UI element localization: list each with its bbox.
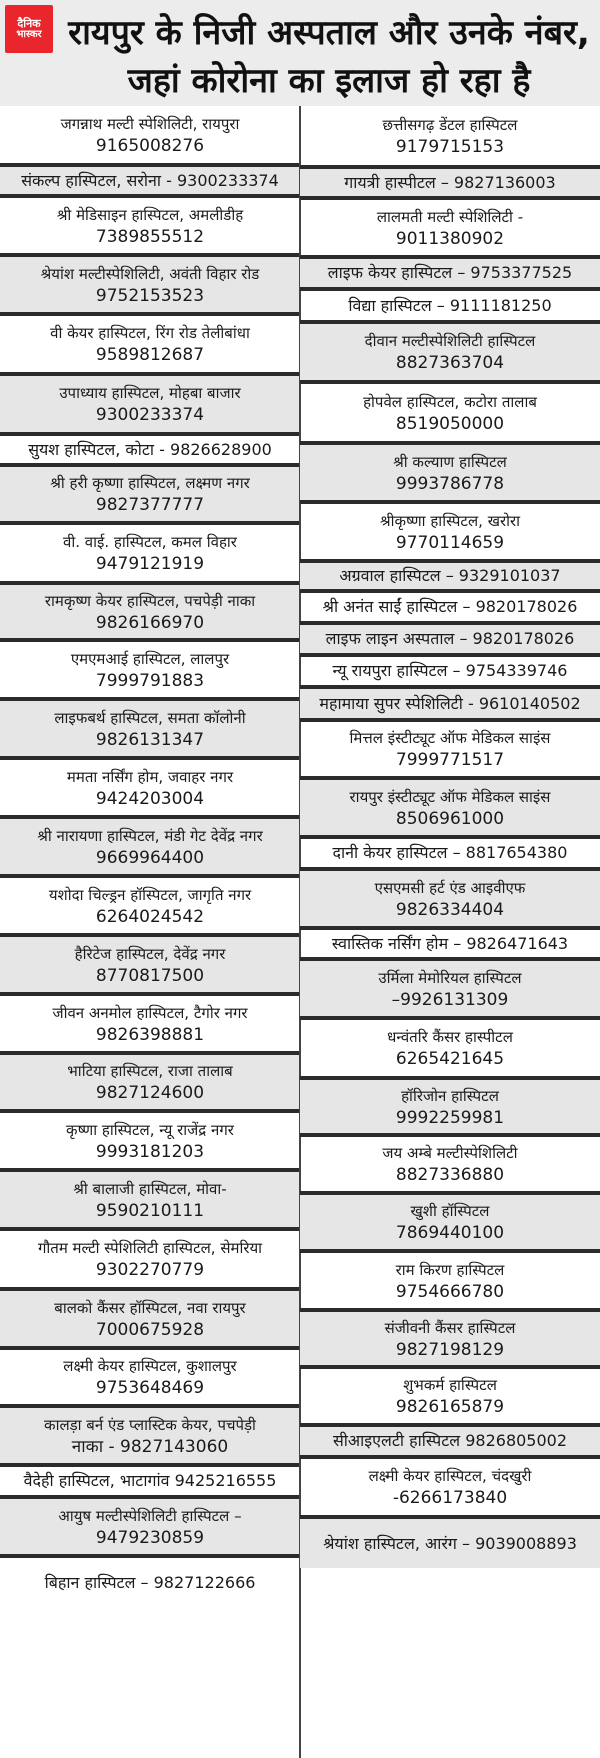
dainik-bhaskar-logo	[5, 5, 53, 53]
page-header	[0, 0, 600, 106]
hospital-entry	[300, 384, 600, 445]
hospital-phone: 9300233374	[95, 405, 205, 425]
hospital-entry	[300, 259, 600, 291]
hospital-name: जीवन अनमोल हास्पिटल, टैगोर नगर	[52, 1003, 248, 1022]
hospital-name: श्री मेडिसाइन हास्पिटल, अमलीडीह	[56, 205, 244, 224]
hospital-entry	[0, 436, 300, 467]
hospital-name-phone: विद्या हास्पिटल – 9111181250	[348, 295, 552, 315]
hospital-phone: 9165008276	[95, 135, 205, 156]
hospital-phone: 9827198129	[395, 1339, 505, 1360]
hospital-name-phone: लाइफ केयर हास्पिटल – 9753377525	[327, 263, 573, 282]
hospital-entry	[0, 257, 300, 316]
hospital-phone: 9770114659	[395, 532, 505, 553]
hospital-name: दीवान मल्टीस्पेशिलिटी हास्पिटल	[364, 332, 536, 350]
hospital-phone: 9754666780	[395, 1281, 505, 1302]
hospital-entry	[0, 1350, 300, 1408]
hospital-entry	[300, 1020, 600, 1080]
hospital-entry	[300, 1369, 600, 1427]
hospital-phone: 9479121919	[95, 554, 205, 574]
hospital-name-phone: वैदेही हास्पिटल, भाटागांव 9425216555	[23, 1471, 277, 1490]
hospital-entry	[300, 625, 600, 657]
hospital-entry	[0, 642, 300, 701]
hospital-name: लक्ष्मी केयर हास्पिटल, चंदखुरी	[368, 1467, 532, 1485]
hospital-entry	[300, 1080, 600, 1137]
hospital-entry	[0, 1499, 300, 1558]
hospital-entry	[300, 200, 600, 259]
hospital-name-phone: बिहान हास्पिटल – 9827122666	[44, 1572, 256, 1592]
hospital-name-phone: सुयश हास्पिटल, कोटा - 9826628900	[28, 439, 272, 459]
hospital-entry	[300, 593, 600, 625]
hospital-entry	[0, 376, 300, 436]
hospital-entry	[0, 1291, 300, 1350]
hospital-phone: 8506961000	[395, 808, 505, 829]
hospital-entry	[300, 504, 600, 563]
hospital-entry	[300, 445, 600, 504]
hospital-phone: नाका - 9827143060	[71, 1436, 229, 1457]
hospital-phone: 9993181203	[95, 1141, 205, 1162]
hospital-entry	[0, 1231, 300, 1291]
hospital-phone: 9826165879	[395, 1397, 505, 1417]
hospital-name: बालको कैंसर हॉस्पिटल, नवा रायपुर	[54, 1298, 246, 1317]
hospital-name-phone: श्री अनंत साईं हास्पिटल – 9820178026	[322, 597, 578, 616]
hospital-entry	[300, 324, 600, 384]
hospital-phone: 8827336880	[395, 1165, 505, 1185]
hospital-name: खुशी हॉस्पिटल	[410, 1202, 490, 1220]
hospital-phone: 9826334404	[395, 899, 505, 920]
hospital-entry	[300, 1427, 600, 1459]
hospital-name: मित्तल इंस्टीट्यूट ऑफ मेडिकल साइंस	[349, 729, 551, 747]
hospital-name: शुभकर्म हास्पिटल	[403, 1376, 497, 1394]
hospital-name: आयुष मल्टीस्पेशिलिटी हास्पिटल –	[58, 1506, 242, 1525]
hospital-phone: 7869440100	[395, 1223, 505, 1243]
hospital-entry	[0, 819, 300, 878]
hospital-entry	[300, 780, 600, 839]
hospital-name: होपवेल हास्पिटल, कटोरा तालाब	[363, 392, 537, 411]
hospital-phone: 9479230859	[95, 1527, 205, 1548]
hospital-name: उर्मिला मेमोरियल हास्पिटल	[378, 968, 522, 987]
hospital-entry	[300, 1195, 600, 1253]
hospital-phone: 9589812687	[95, 345, 205, 365]
hospital-name: संजीवनी कैंसर हास्पिटल	[384, 1318, 516, 1337]
hospital-entry	[0, 1172, 300, 1231]
hospital-entry	[0, 525, 300, 585]
hospital-phone: 8519050000	[395, 413, 505, 434]
logo-line-2: भास्कर	[16, 28, 42, 40]
hospital-name: श्री बालाजी हास्पिटल, मोवा-	[73, 1179, 227, 1198]
hospital-entry	[0, 760, 300, 819]
hospital-name-phone: अग्रवाल हास्पिटल – 9329101037	[339, 566, 561, 585]
hospital-entry	[0, 198, 300, 257]
hospital-entry	[0, 1467, 300, 1499]
hospital-phone: 9826131347	[95, 729, 205, 750]
hospital-name: लाइफबर्थ हास्पिटल, समता कॉलोनी	[54, 708, 246, 727]
hospital-phone: –9926131309	[391, 989, 509, 1010]
hospital-entry	[300, 871, 600, 930]
logo-line-1: दैनिक	[17, 16, 41, 30]
hospital-phone: -6266173840	[392, 1488, 508, 1508]
hospital-name: हॉरिजोन हास्पिटल	[401, 1086, 499, 1105]
hospital-entry	[300, 689, 600, 722]
hospital-phone: 9011380902	[395, 228, 505, 249]
hospital-name: छत्तीसगढ़ डेंटल हास्पिटल	[382, 115, 518, 134]
hospital-phone: 9826398881	[95, 1024, 205, 1045]
hospital-name: जय अम्बे मल्टीस्पेशिलिटी	[382, 1144, 518, 1162]
hospital-name: गौतम मल्टी स्पेशिलिटी हास्पिटल, सेमरिया	[37, 1239, 263, 1257]
hospital-name: श्री हरी कृष्णा हास्पिटल, लक्ष्मण नगर	[50, 474, 250, 492]
hospital-phone: 9827377777	[95, 495, 205, 515]
hospital-name: धन्वंतरि कैंसर हास्पीटल	[387, 1028, 513, 1046]
hospital-entry	[0, 1113, 300, 1172]
hospital-entry	[300, 291, 600, 324]
hospital-phone: 9752153523	[95, 285, 205, 306]
hospital-entry	[0, 996, 300, 1055]
hospital-entry	[0, 1055, 300, 1113]
hospital-entry	[0, 167, 300, 198]
hospital-name: रायपुर इंस्टीट्यूट ऑफ मेडिकल साइंस	[349, 787, 551, 806]
hospital-entry	[300, 1519, 600, 1568]
hospital-phone: 8770817500	[95, 965, 205, 986]
hospital-entry	[300, 839, 600, 871]
hospital-entry	[0, 467, 300, 525]
hospital-name-phone: लाइफ लाइन अस्पताल – 9820178026	[325, 629, 575, 648]
left-hospital-column	[0, 106, 300, 1607]
hospital-name-phone: श्रेयांश हास्पिटल, आरंग – 9039008893	[323, 1533, 577, 1553]
hospital-name: लालमती मल्टी स्पेशिलिटी -	[376, 207, 524, 226]
hospital-name: कृष्णा हास्पिटल, न्यू राजेंद्र नगर	[66, 1120, 234, 1139]
hospital-phone: 7999771517	[395, 750, 505, 770]
hospital-name: श्रीकृष्णा हास्पिटल, खरोरा	[379, 511, 521, 530]
hospital-name: एमएमआई हास्पिटल, लालपुर	[70, 649, 230, 668]
hospital-name-phone: गायत्री हास्पीटल – 9827136003	[344, 172, 556, 192]
hospital-phone: 9424203004	[95, 788, 205, 809]
page-title-line-1: रायपुर के निजी अस्पताल और उनके नंबर,	[68, 13, 590, 53]
hospital-phone: 9302270779	[95, 1260, 205, 1280]
hospital-name: उपाध्याय हास्पिटल, मोहबा बाजार	[59, 384, 241, 402]
hospital-name: वी केयर हास्पिटल, रिंग रोड तेलीबांधा	[50, 324, 250, 342]
hospital-entry	[0, 1408, 300, 1467]
hospital-name: यशोदा चिल्ड्रन हॉस्पिटल, जागृति नगर	[48, 885, 252, 904]
hospital-phone: 9992259981	[395, 1107, 505, 1128]
hospital-name: रामकृष्ण केयर हास्पिटल, पचपेड़ी नाका	[44, 591, 256, 610]
hospital-name: लक्ष्मी केयर हास्पिटल, कुशालपुर	[63, 1357, 237, 1375]
hospital-phone: 6264024542	[95, 906, 205, 927]
hospital-phone: 7999791883	[95, 670, 205, 691]
hospital-entry	[300, 169, 600, 200]
hospital-entry	[300, 961, 600, 1020]
hospital-name: एसएमसी हर्ट एंड आइवीएफ	[374, 878, 526, 897]
hospital-phone: 6265421645	[395, 1049, 505, 1069]
hospital-entry	[300, 657, 600, 689]
hospital-entry	[0, 585, 300, 642]
hospital-entry	[0, 1558, 300, 1607]
hospital-phone: 8827363704	[395, 353, 505, 373]
hospital-phone: 7389855512	[95, 226, 205, 247]
hospital-name-phone: संकल्प हास्पिटल, सरोना - 9300233374	[21, 170, 279, 190]
hospital-entry	[0, 701, 300, 760]
hospital-phone: 7000675928	[95, 1319, 205, 1340]
hospital-name: राम किरण हास्पिटल	[395, 1260, 505, 1279]
hospital-name-phone: महामाया सुपर स्पेशिलिटी - 9610140502	[319, 693, 581, 713]
hospital-name-phone: स्वास्तिक नर्सिंग होम – 9826471643	[331, 933, 569, 953]
hospital-entry	[300, 1459, 600, 1519]
page-title-line-2: जहां कोरोना का इलाज हो रहा है	[127, 61, 531, 101]
hospital-entry	[0, 316, 300, 376]
hospital-entry	[300, 930, 600, 961]
hospital-name-phone: सीआइएलटी हास्पिटल 9826805002	[332, 1431, 568, 1450]
hospital-name: कालड़ा बर्न एंड प्लास्टिक केयर, पचपेड़ी	[44, 1415, 256, 1434]
hospital-name: श्रेयांश मल्टीस्पेशिलिटी, अवंती विहार रोड	[40, 264, 260, 283]
hospital-entry	[0, 937, 300, 996]
hospital-entry	[300, 563, 600, 593]
hospital-name: श्री नारायणा हास्पिटल, मंडी गेट देवेंद्र नगर	[37, 826, 263, 845]
hospital-name-phone: दानी केयर हास्पिटल – 8817654380	[332, 843, 568, 862]
hospital-phone: 9993786778	[395, 473, 505, 494]
hospital-entry	[0, 878, 300, 937]
hospital-phone: 9753648469	[95, 1378, 205, 1398]
hospital-entry	[300, 106, 600, 169]
hospital-phone: 9826166970	[95, 612, 205, 633]
hospital-name: भाटिया हास्पिटल, राजा तालाब	[67, 1062, 233, 1080]
hospital-phone: 9827124600	[95, 1083, 205, 1103]
hospital-name-phone: न्यू रायपुरा हास्पिटल – 9754339746	[332, 661, 568, 680]
hospital-name: ममता नर्सिंग होम, जवाहर नगर	[66, 767, 234, 786]
hospital-phone: 9179715153	[395, 136, 505, 157]
right-hospital-column	[300, 106, 600, 1568]
hospital-entry	[300, 1312, 600, 1369]
hospital-entry	[0, 106, 300, 167]
hospital-name: हैरिटेज हास्पिटल, देवेंद्र नगर	[74, 944, 226, 963]
hospital-name: वी. वाई. हास्पिटल, कमल विहार	[63, 533, 237, 551]
hospital-name: जगन्नाथ मल्टी स्पेशिलिटी, रायपुरा	[60, 114, 240, 133]
hospital-name: श्री कल्याण हास्पिटल	[393, 452, 507, 471]
hospital-entry	[300, 1253, 600, 1312]
hospital-phone: 9590210111	[95, 1200, 205, 1221]
hospital-entry	[300, 1137, 600, 1195]
hospital-phone: 9669964400	[95, 847, 205, 868]
hospital-entry	[300, 722, 600, 780]
